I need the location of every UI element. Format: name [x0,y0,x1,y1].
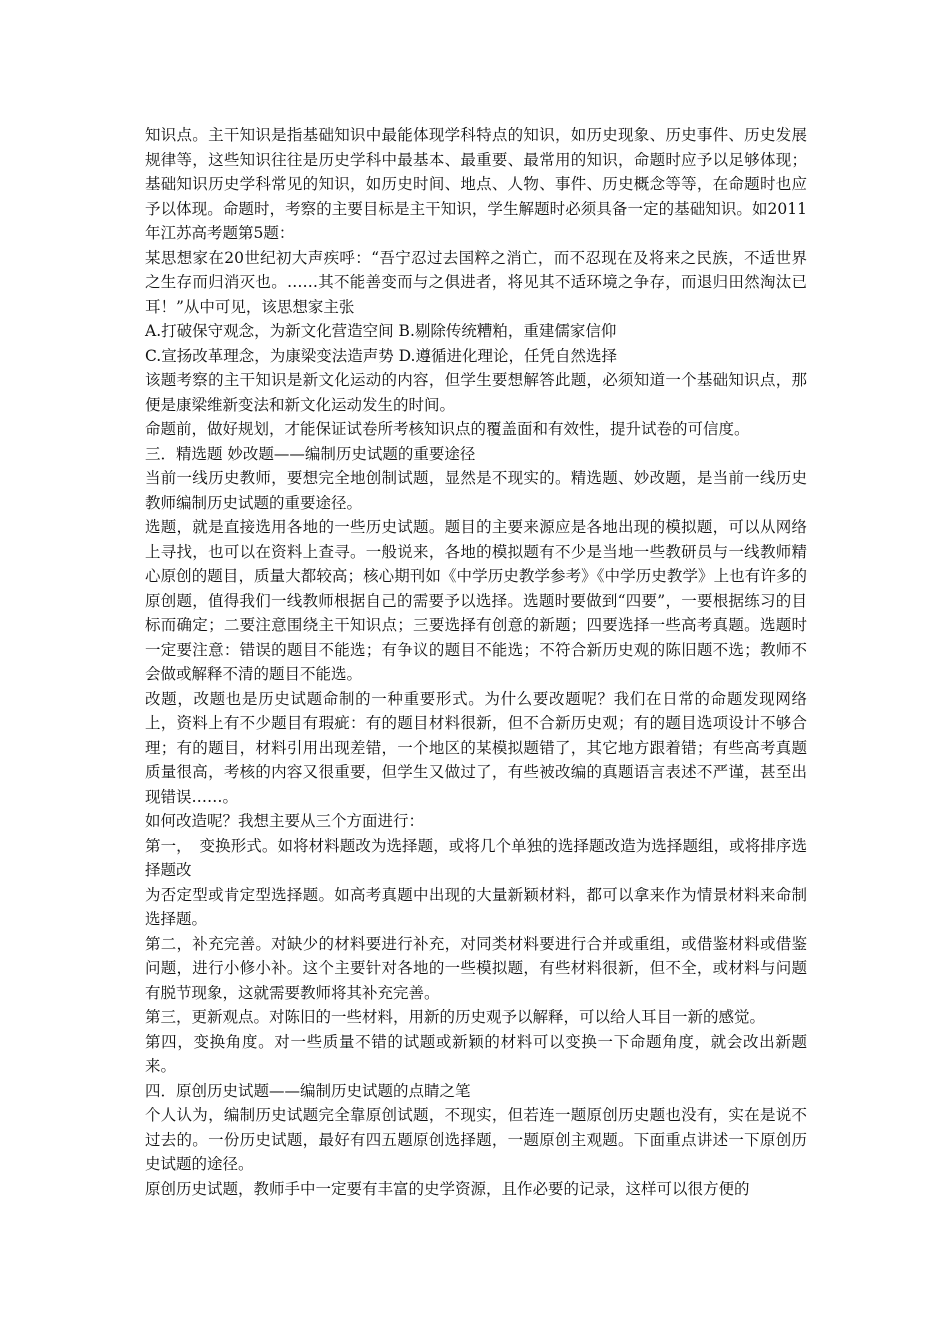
paragraph-modifying-questions: 改题，改题也是历史试题命制的一种重要形式。为什么要改题呢？我们在日常的命题发现网络上，资料上有不少题目有瑕疵：有的题目材料很新，但不合新历史观；有的题目选项设计不够合理；有的题目，材料引用出现差错，一个地区的某模拟题错了，其它地方跟着错；有些高考真题质量很高，考核的内容又很重要，但学生又做过了，有些被改编的真题语言表述不严谨，甚至出现错误……。 [145,689,807,806]
paragraph-fourth-method: 第四，变换角度。对一些质量不错的试题或新颖的材料可以变换一下命题角度，就会改出新题来。 [145,1032,807,1075]
paragraph-second-method: 第二，补充完善。对缺少的材料要进行补充，对同类材料要进行合并或重组，或借鉴材料或借鉴问题，进行小修小补。这个主要针对各地的一些模拟题，有些材料很新，但不全，或材料与问题有脱节现象，这就需要教师将其补充完善。 [145,934,807,1002]
paragraph-intro-selection: 当前一线历史教师，要想完全地创制试题，显然是不现实的。精选题、妙改题，是当前一线历史教师编制历史试题的重要途径。 [145,469,807,512]
paragraph-question-analysis: 该题考察的主干知识是新文化运动的内容，但学生要想解答此题，必须知道一个基础知识点，那便是康梁维新变法和新文化运动发生的时间。 [145,371,807,414]
paragraph-selecting-questions: 选题，就是直接选用各地的一些历史试题。题目的主要来源应是各地出现的模拟题，可以从网络上寻找，也可以在资料上查寻。一般说来，各地的模拟题有不少是当地一些教研员与一线教师精心原创的题目，质量大都较高；核心期刊如《中学历史教学参考》《中学历史教学》上也有许多的原创题，值得我们一线教师根据自己的需要予以选择。选题时要做到“四要”，一要根据练习的目标而确定；二要注意围绕主干知识点；三要选择有创意的新题；四要选择一些高考真题。选题时一定要注意：错误的题目不能选；有争议的题目不能选；不符合新历史观的陈旧题不选；教师不会做或解释不清的题目不能选。 [145,518,807,683]
paragraph-original-opinion: 个人认为，编制历史试题完全靠原创试题，不现实，但若连一题原创历史题也没有，实在是说不过去的。一份历史试题，最好有四五题原创选择题，一题原创主观题。下面重点讲述一下原创历史试题的途径。 [145,1106,807,1173]
paragraph-question-stem: 某思想家在20世纪初大声疾呼：“吾宁忍过去国粹之消亡，而不忍现在及将来之民族，不适世界之生存而归消灭也。……其不能善变而与之俱进者，将见其不适环境之争存，而退归田然淘汰已耳！”从中可见，该思想家主张 [145,248,807,316]
paragraph-core-knowledge: 知识点。主干知识是指基础知识中最能体现学科特点的知识，如历史现象、历史事件、历史发展规律等，这些知识往往是历史学科中最基本、最重要、最常用的知识，命题时应予以足够体现；基础知识历史学科常见的知识，如历史时间、地点、人物、事件、历史概念等等，在命题时也应予以体现。命题时，考察的主要目标是主干知识，学生解题时必须具备一定的基础知识。如2011年江苏高考题第5题： [145,126,807,242]
paragraph-options-cd: C.宣扬改革理念，为康梁变法造声势 D.遵循进化理论，任凭自然选择 [145,346,617,365]
paragraph-third-method: 第三，更新观点。对陈旧的一些材料，用新的历史观予以解释，可以给人耳目一新的感觉。 [145,1008,766,1026]
paragraph-how-to-modify: 如何改造呢？我想主要从三个方面进行： [145,812,425,830]
paragraph-original-resources: 原创历史试题，教师手中一定要有丰富的史学资源，且作必要的记录，这样可以很方便的 [145,1179,750,1198]
paragraph-first-method-cont: 为否定型或肯定型选择题。如高考真题中出现的大量新颖材料，都可以拿来作为情景材料来命制选择题。 [145,885,807,928]
paragraph-first-method: 第一， 变换形式。如将材料题改为选择题，或将几个单独的选择题改造为选择题组，或将排序选择题改 [145,836,807,879]
section-heading-4: 四．原创历史试题——编制历史试题的点睛之笔 [145,1081,471,1100]
section-heading-3: 三．精选题 妙改题——编制历史试题的重要途径 [145,444,476,463]
paragraph-options-ab: A.打破保守观念，为新文化营造空间 B.剔除传统糟粕，重建儒家信仰 [145,322,617,340]
document-page [145,123,807,1201]
paragraph-planning: 命题前，做好规划，才能保证试卷所考核知识点的覆盖面和有效性，提升试卷的可信度。 [145,420,750,438]
